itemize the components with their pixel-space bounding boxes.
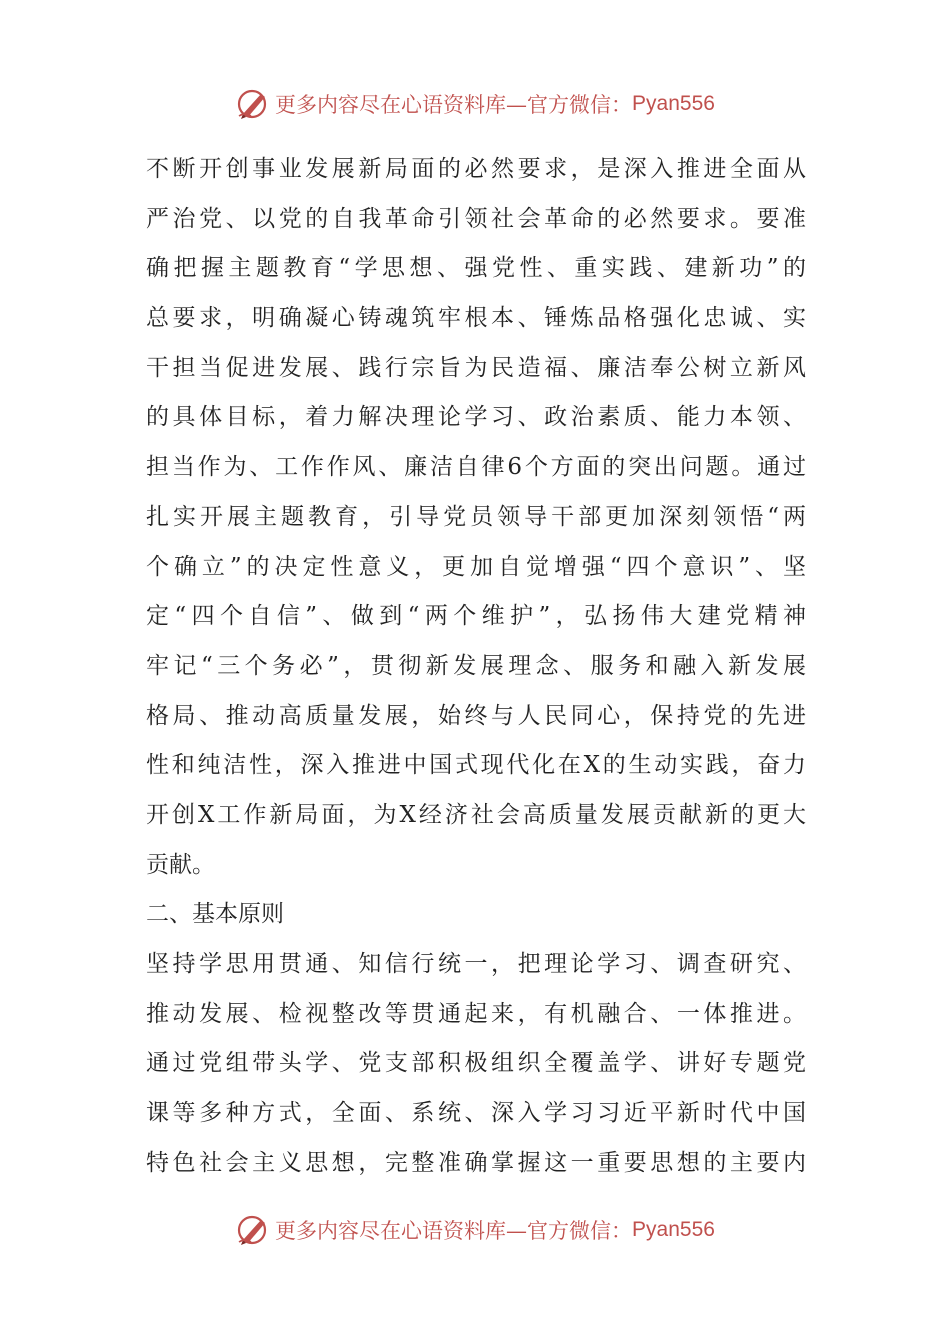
body-line: 扎实开展主题教育，引导党员领导干部更加深刻领悟“两 <box>146 503 806 530</box>
pen-logo-icon <box>235 1212 271 1248</box>
body-line: 不断开创事业发展新局面的必然要求，是深入推进全面从 <box>146 156 806 182</box>
body-line: 坚持学思用贯通、知信行统一，把理论学习、调查研究、 <box>146 951 806 977</box>
body-line: 个确立”的决定性意义，更加自觉增强“四个意识”、坚 <box>146 553 806 580</box>
body-line: 干担当促进发展、践行宗旨为民造福、廉洁奉公树立新风 <box>146 354 806 381</box>
body-line: 牢记“三个务必”，贯彻新发展理念、服务和融入新发展 <box>146 652 806 679</box>
body-line: 确把握主题教育“学思想、强党性、重实践、建新功”的 <box>146 255 806 282</box>
paragraph-end-line: 贡献。 <box>146 851 215 878</box>
body-line: 课等多种方式，全面、系统、深入学习习近平新时代中国 <box>146 1100 806 1127</box>
footer-watermark-banner <box>0 1208 950 1252</box>
body-line: 通过党组带头学、党支部积极组织全覆盖学、讲好专题党 <box>146 1050 806 1077</box>
body-line: 定“四个自信”、做到“两个维护”，弘扬伟大建党精神 <box>146 603 806 630</box>
body-line: 担当作为、工作作风、廉洁自律6个方面的突出问题。通过 <box>146 454 806 481</box>
body-line: 总要求，明确凝心铸魂筑牢根本、锤炼品格强化忠诚、实 <box>146 305 806 332</box>
banner-text: 更多内容尽在心语资料库—官方微信： <box>275 1219 633 1243</box>
header-watermark-banner <box>0 82 950 126</box>
document-body <box>146 145 806 1188</box>
body-line: 性和纯洁性，深入推进中国式现代化在X的生动实践，奋力 <box>146 752 806 779</box>
body-line: 的具体目标，着力解决理论学习、政治素质、能力本领、 <box>146 404 806 431</box>
banner-handle: Pyan556 <box>632 92 715 115</box>
body-line: 格局、推动高质量发展，始终与人民同心，保持党的先进 <box>146 702 806 729</box>
body-line: 特色社会主义思想，完整准确掌握这一重要思想的主要内 <box>146 1149 806 1176</box>
body-line: 推动发展、检视整改等贯通起来，有机融合、一体推进。 <box>146 1000 806 1027</box>
pen-logo-icon <box>235 86 271 122</box>
banner-handle: Pyan556 <box>632 1218 715 1241</box>
banner-text: 更多内容尽在心语资料库—官方微信： <box>275 93 633 117</box>
section-heading: 二、基本原则 <box>146 901 284 928</box>
body-line: 严治党、以党的自我革命引领社会革命的必然要求。要准 <box>146 205 806 232</box>
body-line: 开创X工作新局面，为X经济社会高质量发展贡献新的更大 <box>146 801 806 828</box>
